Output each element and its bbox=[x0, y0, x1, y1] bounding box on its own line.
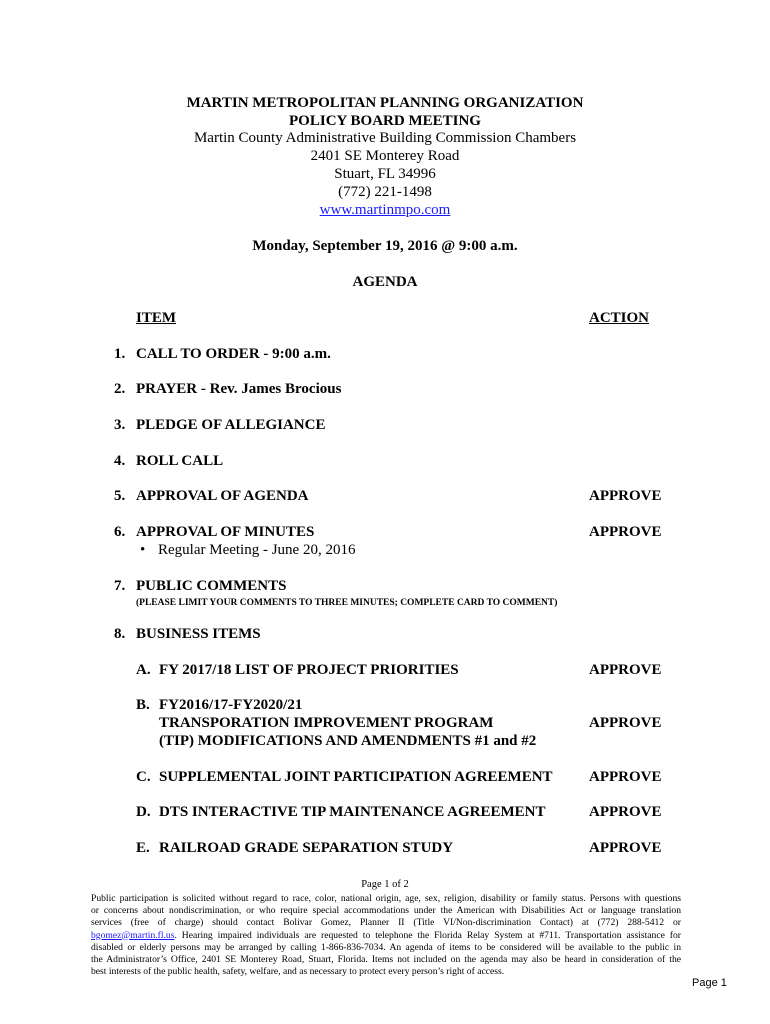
business-item-b-action: APPROVE bbox=[589, 715, 662, 731]
item-8-number: 8. bbox=[114, 626, 126, 642]
item-column-heading: ITEM bbox=[136, 310, 177, 326]
item-3-number: 3. bbox=[114, 417, 126, 433]
action-column-heading: ACTION bbox=[589, 310, 650, 326]
item-6-number: 6. bbox=[114, 524, 126, 540]
item-1-title: CALL TO ORDER - 9:00 a.m. bbox=[136, 346, 331, 362]
business-item-a-title: FY 2017/18 LIST OF PROJECT PRIORITIES bbox=[159, 662, 459, 678]
notice-line: disabled or elderly persons may be arranged by calling 1-866-836-7034. An agenda of items to be considered will be available to the public in bbox=[91, 941, 681, 953]
city-address: Stuart, FL 34996 bbox=[334, 166, 436, 182]
business-item-d-letter: D. bbox=[136, 804, 151, 820]
business-item-c-action: APPROVE bbox=[589, 769, 662, 785]
notice-line: services (free of charge) should contact Bolivar Gomez, Planner II (Title VI/Non-discrimination Contact) at (772) 288-5412 or bbox=[91, 917, 681, 929]
business-item-b-title-line1: FY2016/17-FY2020/21 bbox=[159, 697, 303, 713]
item-6-title: APPROVAL OF MINUTES bbox=[136, 524, 315, 540]
notice-line-email bbox=[91, 930, 681, 942]
item-7-number: 7. bbox=[114, 578, 126, 594]
notice-line: Public participation is solicited without regard to race, color, national origin, age, sex, religion, disability or family status. Persons with questions bbox=[91, 893, 681, 904]
business-item-c-letter: C. bbox=[136, 769, 151, 785]
business-item-a-letter: A. bbox=[136, 662, 151, 678]
nondiscrimination-notice bbox=[91, 893, 681, 978]
item-6-action: APPROVE bbox=[589, 524, 662, 540]
bullet-icon: • bbox=[140, 542, 146, 558]
notice-line: best interests of the public health, safety, welfare, and as necessary to protect every person’s right of access. bbox=[91, 966, 505, 978]
org-name: MARTIN METROPOLITAN PLANNING ORGANIZATION bbox=[186, 95, 584, 111]
item-5-title: APPROVAL OF AGENDA bbox=[136, 488, 309, 504]
item-4-title: ROLL CALL bbox=[136, 453, 224, 469]
contact-email-link[interactable]: bgomez@martin.fl.us bbox=[91, 929, 175, 941]
street-address: 2401 SE Monterey Road bbox=[310, 148, 460, 164]
business-item-e-letter: E. bbox=[136, 840, 150, 856]
venue: Martin County Administrative Building Commission Chambers bbox=[193, 130, 577, 146]
meeting-title: POLICY BOARD MEETING bbox=[289, 113, 481, 129]
item-7-note: (PLEASE LIMIT YOUR COMMENTS TO THREE MINUTES; COMPLETE CARD TO COMMENT) bbox=[136, 598, 558, 608]
item-6-subitem: Regular Meeting - June 20, 2016 bbox=[158, 542, 356, 558]
item-8-title: BUSINESS ITEMS bbox=[136, 626, 261, 642]
item-1-number: 1. bbox=[114, 346, 126, 362]
business-item-c-title: SUPPLEMENTAL JOINT PARTICIPATION AGREEMENT bbox=[159, 769, 553, 785]
notice-line: or concerns about nondiscrimination, or who require special accommodations under the American with Disabilities Act or language translation bbox=[91, 905, 681, 917]
business-item-b-title-line2: TRANSPORATION IMPROVEMENT PROGRAM bbox=[159, 715, 494, 731]
business-item-d-title: DTS INTERACTIVE TIP MAINTENANCE AGREEMENT bbox=[159, 804, 546, 820]
website-link[interactable]: www.martinmpo.com bbox=[319, 202, 451, 218]
phone-number: (772) 221-1498 bbox=[338, 184, 432, 200]
business-item-d-action: APPROVE bbox=[589, 804, 662, 820]
item-7-title: PUBLIC COMMENTS bbox=[136, 578, 287, 594]
business-item-b-letter: B. bbox=[136, 697, 150, 713]
business-item-e-title: RAILROAD GRADE SEPARATION STUDY bbox=[159, 840, 454, 856]
business-item-b-title-line3: (TIP) MODIFICATIONS AND AMENDMENTS #1 and #2 bbox=[159, 733, 537, 749]
item-5-number: 5. bbox=[114, 488, 126, 504]
business-item-a-action: APPROVE bbox=[589, 662, 662, 678]
business-item-e-action: APPROVE bbox=[589, 840, 662, 856]
item-2-title: PRAYER - Rev. James Brocious bbox=[136, 381, 342, 397]
notice-line-rest: . Hearing impaired individuals are requested to telephone the Florida Relay System at #711. Transportation assistance for bbox=[174, 929, 681, 941]
item-4-number: 4. bbox=[114, 453, 126, 469]
item-2-number: 2. bbox=[114, 381, 126, 397]
notice-line: the Administrator’s Office, 2401 SE Monterey Road, Stuart, Florida. Items not included on the agenda may also be heard in consideration of the bbox=[91, 954, 681, 966]
meeting-datetime: Monday, September 19, 2016 @ 9:00 a.m. bbox=[252, 238, 518, 254]
agenda-title: AGENDA bbox=[352, 274, 418, 290]
pdf-page-number: Page 1 bbox=[692, 977, 727, 989]
item-5-action: APPROVE bbox=[589, 488, 662, 504]
item-3-title: PLEDGE OF ALLEGIANCE bbox=[136, 417, 326, 433]
page-label: Page 1 of 2 bbox=[361, 879, 409, 890]
